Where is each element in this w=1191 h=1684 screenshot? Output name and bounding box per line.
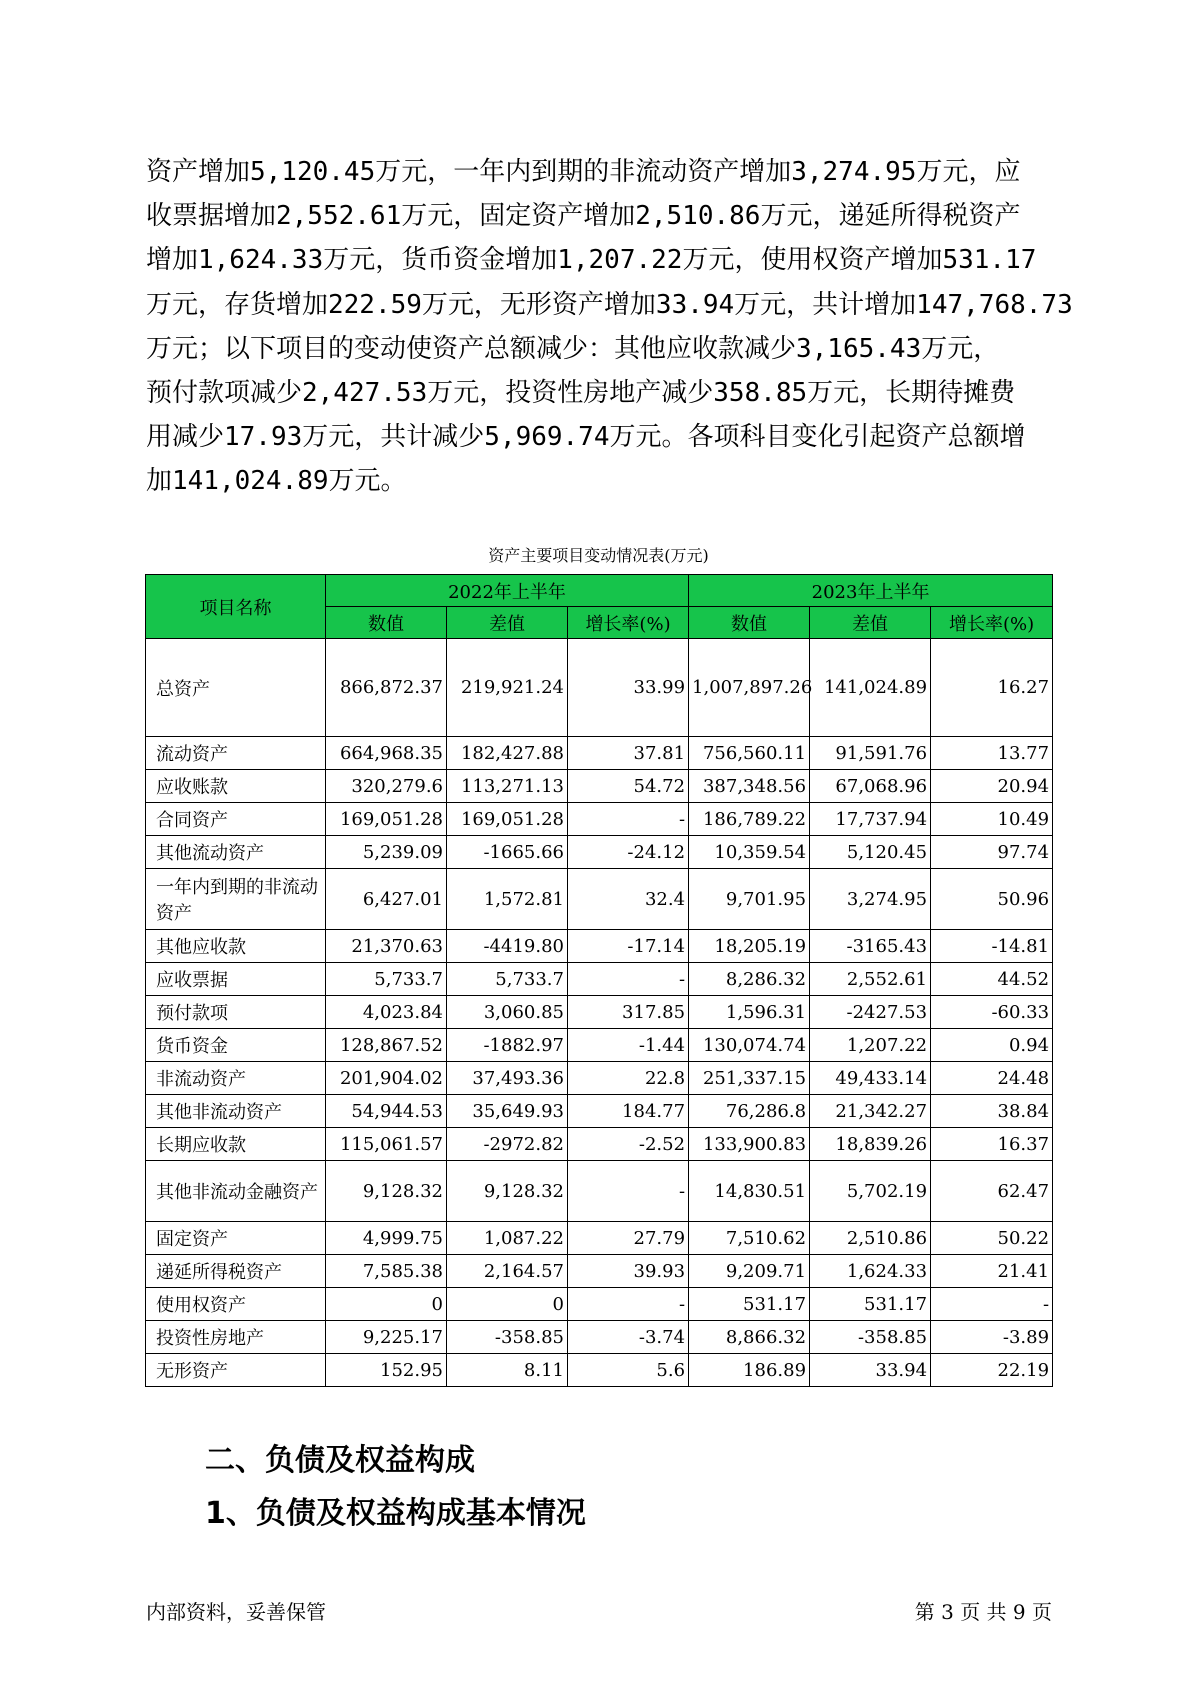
header-period-2022: 2022年上半年 (326, 575, 689, 607)
cell-g2: -60.33 (931, 996, 1053, 1029)
cell-d2: -3165.43 (810, 930, 931, 963)
row-item-name: 应收票据 (146, 963, 326, 996)
cell-v2: 1,007,897.26 (689, 639, 810, 737)
cell-g1: 184.77 (568, 1095, 689, 1128)
table-row (146, 1321, 1053, 1354)
table-row (146, 770, 1053, 803)
table-row (146, 1095, 1053, 1128)
cell-g2: 21.41 (931, 1255, 1053, 1288)
cell-d1: 1,572.81 (447, 869, 568, 930)
cell-d2: -2427.53 (810, 996, 931, 1029)
table-row (146, 869, 1053, 930)
table-row (146, 1161, 1053, 1222)
cell-v2: 8,286.32 (689, 963, 810, 996)
cell-g1: - (568, 1161, 689, 1222)
cell-g1: 32.4 (568, 869, 689, 930)
cell-g2: -3.89 (931, 1321, 1053, 1354)
cell-g1: -17.14 (568, 930, 689, 963)
footer-note: 内部资料，妥善保管 (146, 1600, 326, 1624)
table-row (146, 639, 1053, 737)
paragraph-line: 万元，存货增加222.59万元，无形资产增加33.94万元，共计增加147,768.73 (146, 289, 1073, 320)
cell-v1: 4,023.84 (326, 996, 447, 1029)
row-item-name: 总资产 (146, 639, 326, 737)
cell-d1: 37,493.36 (447, 1062, 568, 1095)
header-diff: 差值 (810, 607, 931, 639)
paragraph-line: 用减少17.93万元，共计减少5,969.74万元。各项科目变化引起资产总额增 (146, 422, 1026, 453)
cell-g1: 37.81 (568, 737, 689, 770)
row-item-name: 其他非流动金融资产 (146, 1161, 326, 1222)
body-paragraph (146, 150, 1073, 504)
cell-d2: 17,737.94 (810, 803, 931, 836)
cell-g1: 317.85 (568, 996, 689, 1029)
cell-v1: 169,051.28 (326, 803, 447, 836)
cell-g2: 16.37 (931, 1128, 1053, 1161)
cell-d1: 169,051.28 (447, 803, 568, 836)
cell-g1: 27.79 (568, 1222, 689, 1255)
header-period-2023: 2023年上半年 (689, 575, 1053, 607)
cell-v1: 5,239.09 (326, 836, 447, 869)
cell-v1: 0 (326, 1288, 447, 1321)
cell-g2: 38.84 (931, 1095, 1053, 1128)
row-item-name: 非流动资产 (146, 1062, 326, 1095)
header-growth: 增长率(%) (568, 607, 689, 639)
cell-d1: 8.11 (447, 1354, 568, 1387)
cell-v1: 9,225.17 (326, 1321, 447, 1354)
cell-v2: 7,510.62 (689, 1222, 810, 1255)
paragraph-line: 万元；以下项目的变动使资产总额减少：其他应收款减少3,165.43万元， (146, 333, 1000, 364)
cell-v2: 531.17 (689, 1288, 810, 1321)
cell-d2: 91,591.76 (810, 737, 931, 770)
cell-d2: 21,342.27 (810, 1095, 931, 1128)
cell-d1: 2,164.57 (447, 1255, 568, 1288)
cell-v2: 14,830.51 (689, 1161, 810, 1222)
cell-v1: 664,968.35 (326, 737, 447, 770)
cell-v2: 18,205.19 (689, 930, 810, 963)
cell-d2: -358.85 (810, 1321, 931, 1354)
cell-d2: 3,274.95 (810, 869, 931, 930)
row-item-name: 合同资产 (146, 803, 326, 836)
paragraph-line: 资产增加5,120.45万元，一年内到期的非流动资产增加3,274.95万元，应 (146, 157, 1021, 187)
cell-g2: 16.27 (931, 639, 1053, 737)
cell-g1: 22.8 (568, 1062, 689, 1095)
cell-d1: -1665.66 (447, 836, 568, 869)
cell-v1: 152.95 (326, 1354, 447, 1387)
cell-v2: 186,789.22 (689, 803, 810, 836)
cell-d1: 0 (447, 1288, 568, 1321)
section-heading: 二、负债及权益构成 (205, 1443, 475, 1478)
cell-v1: 7,585.38 (326, 1255, 447, 1288)
cell-g2: 20.94 (931, 770, 1053, 803)
row-item-name: 投资性房地产 (146, 1321, 326, 1354)
asset-change-table (145, 574, 1053, 1387)
cell-d1: 182,427.88 (447, 737, 568, 770)
cell-v2: 130,074.74 (689, 1029, 810, 1062)
header-item-name: 项目名称 (146, 575, 326, 639)
cell-g1: - (568, 1288, 689, 1321)
table-row (146, 930, 1053, 963)
cell-v2: 1,596.31 (689, 996, 810, 1029)
cell-g1: 5.6 (568, 1354, 689, 1387)
cell-d1: 3,060.85 (447, 996, 568, 1029)
row-item-name: 其他流动资产 (146, 836, 326, 869)
cell-g2: 22.19 (931, 1354, 1053, 1387)
subsection-heading: 1、负债及权益构成基本情况 (205, 1496, 586, 1531)
row-item-name: 递延所得税资产 (146, 1255, 326, 1288)
row-item-name: 应收账款 (146, 770, 326, 803)
cell-v2: 9,209.71 (689, 1255, 810, 1288)
paragraph-line: 加141,024.89万元。 (146, 466, 407, 497)
cell-v2: 10,359.54 (689, 836, 810, 869)
cell-d2: 1,207.22 (810, 1029, 931, 1062)
cell-d2: 141,024.89 (810, 639, 931, 737)
cell-v2: 251,337.15 (689, 1062, 810, 1095)
table-row (146, 1255, 1053, 1288)
table-row (146, 1354, 1053, 1387)
cell-g1: -2.52 (568, 1128, 689, 1161)
cell-d1: 219,921.24 (447, 639, 568, 737)
cell-v1: 5,733.7 (326, 963, 447, 996)
row-item-name: 长期应收款 (146, 1128, 326, 1161)
cell-d1: 1,087.22 (447, 1222, 568, 1255)
cell-g2: 62.47 (931, 1161, 1053, 1222)
row-item-name: 货币资金 (146, 1029, 326, 1062)
table-row (146, 1029, 1053, 1062)
row-item-name: 预付款项 (146, 996, 326, 1029)
cell-g1: 54.72 (568, 770, 689, 803)
cell-v2: 9,701.95 (689, 869, 810, 930)
table-row (146, 803, 1053, 836)
cell-d2: 531.17 (810, 1288, 931, 1321)
table-row (146, 996, 1053, 1029)
row-item-name: 其他应收款 (146, 930, 326, 963)
cell-v2: 76,286.8 (689, 1095, 810, 1128)
row-item-name: 无形资产 (146, 1354, 326, 1387)
cell-g2: 0.94 (931, 1029, 1053, 1062)
cell-v1: 6,427.01 (326, 869, 447, 930)
table-row (146, 836, 1053, 869)
cell-v2: 387,348.56 (689, 770, 810, 803)
cell-d2: 2,510.86 (810, 1222, 931, 1255)
cell-v1: 21,370.63 (326, 930, 447, 963)
paragraph-line: 预付款项减少2,427.53万元，投资性房地产减少358.85万元，长期待摊费 (146, 378, 1016, 409)
cell-g2: 13.77 (931, 737, 1053, 770)
cell-g1: 39.93 (568, 1255, 689, 1288)
row-item-name: 其他非流动资产 (146, 1095, 326, 1128)
cell-d2: 18,839.26 (810, 1128, 931, 1161)
cell-v1: 320,279.6 (326, 770, 447, 803)
table-caption: 资产主要项目变动情况表(万元) (488, 546, 709, 565)
header-value: 数值 (689, 607, 810, 639)
cell-v1: 54,944.53 (326, 1095, 447, 1128)
table-row (146, 963, 1053, 996)
cell-g2: 50.22 (931, 1222, 1053, 1255)
table-row (146, 1128, 1053, 1161)
header-value: 数值 (326, 607, 447, 639)
cell-d2: 49,433.14 (810, 1062, 931, 1095)
cell-v2: 8,866.32 (689, 1321, 810, 1354)
paragraph-line: 收票据增加2,552.61万元，固定资产增加2,510.86万元，递延所得税资产 (146, 201, 1021, 232)
cell-d2: 1,624.33 (810, 1255, 931, 1288)
cell-d1: -358.85 (447, 1321, 568, 1354)
cell-d2: 2,552.61 (810, 963, 931, 996)
cell-v2: 133,900.83 (689, 1128, 810, 1161)
cell-d2: 5,120.45 (810, 836, 931, 869)
paragraph-line: 增加1,624.33万元，货币资金增加1,207.22万元，使用权资产增加531.17 (146, 245, 1037, 276)
header-growth: 增长率(%) (931, 607, 1053, 639)
cell-g2: 50.96 (931, 869, 1053, 930)
row-item-name: 一年内到期的非流动资产 (146, 869, 326, 930)
cell-g2: 44.52 (931, 963, 1053, 996)
cell-g1: 33.99 (568, 639, 689, 737)
cell-g1: - (568, 963, 689, 996)
cell-d1: -2972.82 (447, 1128, 568, 1161)
row-item-name: 固定资产 (146, 1222, 326, 1255)
cell-d1: -4419.80 (447, 930, 568, 963)
row-item-name: 使用权资产 (146, 1288, 326, 1321)
table-row (146, 1288, 1053, 1321)
cell-v1: 115,061.57 (326, 1128, 447, 1161)
row-item-name: 流动资产 (146, 737, 326, 770)
page-number: 第 3 页 共 9 页 (914, 1600, 1052, 1624)
cell-v1: 201,904.02 (326, 1062, 447, 1095)
table-row (146, 1062, 1053, 1095)
cell-g1: -24.12 (568, 836, 689, 869)
cell-d1: 113,271.13 (447, 770, 568, 803)
cell-d1: 35,649.93 (447, 1095, 568, 1128)
cell-d2: 5,702.19 (810, 1161, 931, 1222)
header-diff: 差值 (447, 607, 568, 639)
cell-g2: -14.81 (931, 930, 1053, 963)
cell-g2: 97.74 (931, 836, 1053, 869)
cell-v1: 866,872.37 (326, 639, 447, 737)
cell-d1: -1882.97 (447, 1029, 568, 1062)
cell-g1: - (568, 803, 689, 836)
cell-v1: 9,128.32 (326, 1161, 447, 1222)
cell-g1: -1.44 (568, 1029, 689, 1062)
cell-d2: 67,068.96 (810, 770, 931, 803)
cell-d1: 5,733.7 (447, 963, 568, 996)
cell-g2: - (931, 1288, 1053, 1321)
cell-g2: 24.48 (931, 1062, 1053, 1095)
cell-v2: 756,560.11 (689, 737, 810, 770)
cell-v1: 4,999.75 (326, 1222, 447, 1255)
cell-v1: 128,867.52 (326, 1029, 447, 1062)
cell-d2: 33.94 (810, 1354, 931, 1387)
cell-d1: 9,128.32 (447, 1161, 568, 1222)
table-row (146, 737, 1053, 770)
cell-g1: -3.74 (568, 1321, 689, 1354)
cell-g2: 10.49 (931, 803, 1053, 836)
cell-v2: 186.89 (689, 1354, 810, 1387)
table-row (146, 1222, 1053, 1255)
